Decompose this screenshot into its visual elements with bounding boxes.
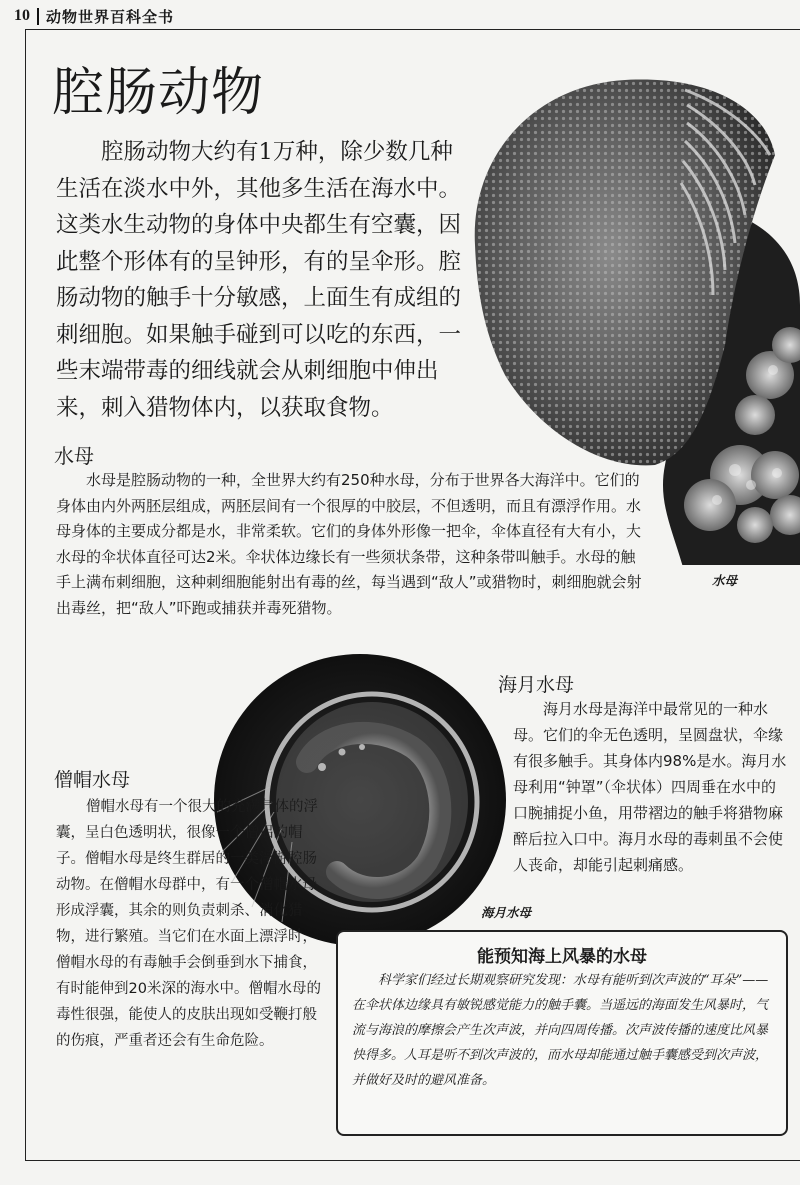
header-divider bbox=[37, 8, 39, 25]
moon-jellyfish-heading: 海月水母 bbox=[498, 674, 575, 696]
jellyfish-caption: 水母 bbox=[712, 573, 738, 588]
margin-rule bbox=[25, 29, 26, 1161]
bonnet-jellyfish-text: 僧帽水母有一个很大的充满气体的浮囊，呈白色透明状，很像一个僧侣的帽子。僧帽水母是终生群居的一类浮游腔肠动物。在僧帽水母群中，有一个僧帽水母形成浮囊，其余的则负责刺杀、消化猎物，进行繁殖。当它们在水面上漂浮时，僧帽水母的有毒触手会倒垂到水下捕食，有时能伸到20米深的海水中。僧帽水母的毒性很强，能使人的皮肤出现如受鞭打般的伤痕，严重者还会有生命危险。 bbox=[56, 799, 321, 1049]
page-number: 10 bbox=[14, 7, 30, 24]
running-head bbox=[14, 4, 174, 28]
sidebar-text: 科学家们经过长期观察研究发现：水母有能听到次声波的“耳朵”——在伞状体边缘具有敏锐感觉能力的触手囊。当遥远的海面发生风暴时，气流与海浪的摩擦会产生次声波，并向四周传播。次声波传播的速度比风暴快得多。人耳是听不到次声波的，而水母却能通过触手囊感受到次声波，并做好及时的避风准备。 bbox=[352, 973, 769, 1088]
bonnet-jellyfish-heading: 僧帽水母 bbox=[54, 769, 131, 791]
sidebar-box bbox=[336, 930, 788, 1136]
header-rule bbox=[25, 29, 800, 30]
footer-rule bbox=[25, 1160, 800, 1161]
moon-jellyfish-text: 海月水母是海洋中最常见的一种水母。它们的伞无色透明，呈圆盘状，伞缘有很多触手。其身体内98%是水。海月水母利用“钟罩”（伞状体）四周垂在水中的口腕捕捉小鱼，用带褶边的触手将猎物麻醉后拉入口中。海月水母的毒刺虽不会使人丧命，却能引起刺痛感。 bbox=[513, 700, 787, 874]
moon-jellyfish-body bbox=[513, 696, 788, 878]
page-title: 腔肠动物 bbox=[52, 63, 265, 123]
intro-text: 腔肠动物大约有1万种，除少数几种生活在淡水中外，其他多生活在海水中。这类水生动物的身体中央都生有空囊，因此整个形体有的呈钟形，有的呈伞形。腔肠动物的触手十分敏感，上面生有成组的刺细胞。如果触手碰到可以吃的东西，一些末端带毒的细线就会从刺细胞中伸出来，刺入猎物体内，以获取食物。 bbox=[56, 139, 462, 421]
jellyfish-body bbox=[56, 468, 642, 621]
intro-paragraph bbox=[56, 134, 466, 426]
book-title: 动物世界百科全书 bbox=[46, 7, 175, 26]
sidebar-body bbox=[352, 968, 774, 1093]
moon-jellyfish-caption: 海月水母 bbox=[481, 905, 532, 920]
bonnet-jellyfish-body bbox=[56, 794, 324, 1054]
jellyfish-text: 水母是腔肠动物的一种，全世界大约有250种水母，分布于世界各大海洋中。它们的身体由内外两胚层组成，两胚层间有一个很厚的中胶层，不但透明，而且有漂浮作用。水母身体的主要成分都是水，非常柔软。它们的身体外形像一把伞，伞体直径有大有小，大水母的伞状体直径可达2米。伞状体边缘长有一些须状条带，这种条带叫触手。水母的触手上满布刺细胞，这种刺细胞能射出有毒的丝，每当遇到“敌人”或猎物时，刺细胞就会射出毒丝，把“敌人”吓跑或捕获并毒死猎物。 bbox=[56, 471, 642, 617]
sidebar-title: 能预知海上风暴的水母 bbox=[477, 947, 647, 967]
jellyfish-heading: 水母 bbox=[54, 444, 94, 468]
